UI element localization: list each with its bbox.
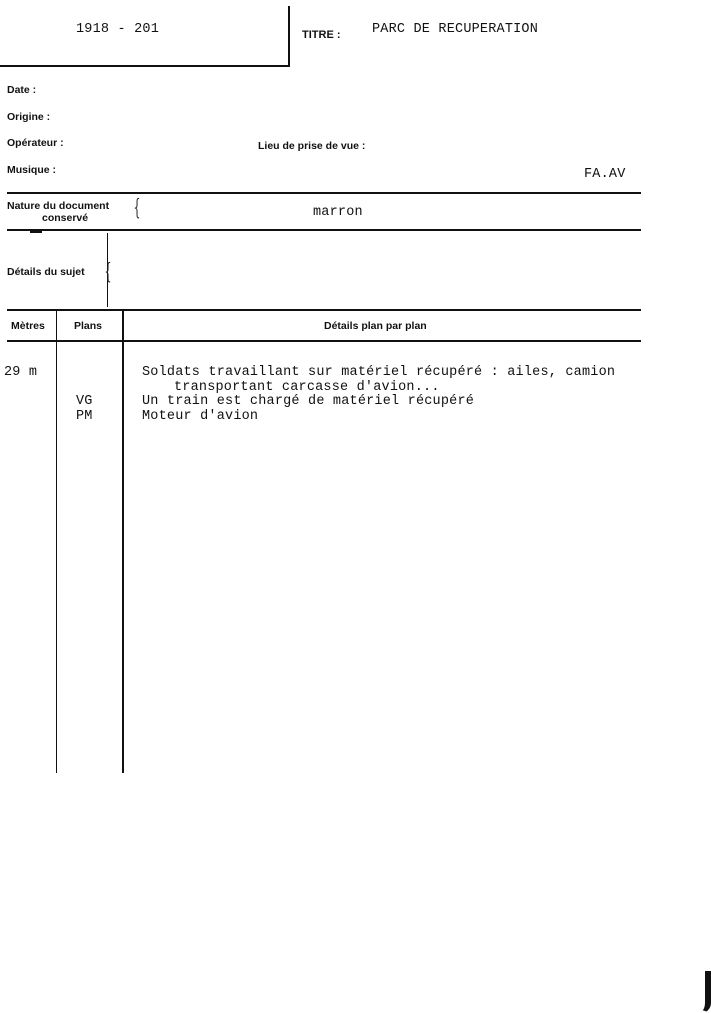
table-top-line	[7, 309, 641, 311]
nature-label-line2: conservé	[42, 212, 89, 224]
table-row-plan: PM	[76, 409, 93, 424]
nature-brace: {	[133, 196, 141, 221]
operateur-label: Opérateur :	[7, 137, 64, 149]
col-header-details: Détails plan par plan	[324, 320, 427, 332]
table-header-bottom-line	[7, 340, 641, 342]
table-row-detail: Un train est chargé de matériel récupéré	[142, 394, 475, 409]
col-divider-2	[122, 311, 124, 773]
titre-value: PARC DE RECUPERATION	[372, 22, 539, 37]
nature-value: marron	[313, 205, 363, 220]
archive-code: FA.AV	[584, 167, 626, 182]
scan-mark	[30, 231, 42, 233]
date-label: Date :	[7, 84, 37, 96]
table-row-metres: 29 m	[4, 365, 38, 380]
table-row-detail: transportant carcasse d'avion...	[174, 380, 440, 395]
document-reference: 1918 - 201	[76, 22, 160, 37]
table-row-detail: Soldats travaillant sur matériel récupéré : ailes, camion	[142, 365, 616, 380]
nature-bottom-line	[7, 229, 641, 231]
col-header-plans: Plans	[74, 320, 103, 332]
origine-label: Origine :	[7, 111, 51, 123]
musique-label: Musique :	[7, 164, 56, 176]
header-box-right-line	[288, 6, 290, 67]
details-sujet-brace: {	[104, 260, 112, 285]
col-divider-1	[56, 311, 57, 773]
titre-label: TITRE :	[302, 29, 341, 41]
header-box-bottom-line	[0, 65, 290, 67]
details-sujet-label: Détails du sujet	[7, 266, 85, 278]
scan-edge	[693, 971, 711, 1013]
table-row-detail: Moteur d'avion	[142, 409, 259, 424]
lieu-label: Lieu de prise de vue :	[258, 140, 366, 152]
nature-label-line1: Nature du document	[7, 200, 110, 212]
col-header-metres: Mètres	[11, 320, 45, 332]
nature-top-line	[7, 192, 641, 194]
table-row-plan: VG	[76, 394, 93, 409]
